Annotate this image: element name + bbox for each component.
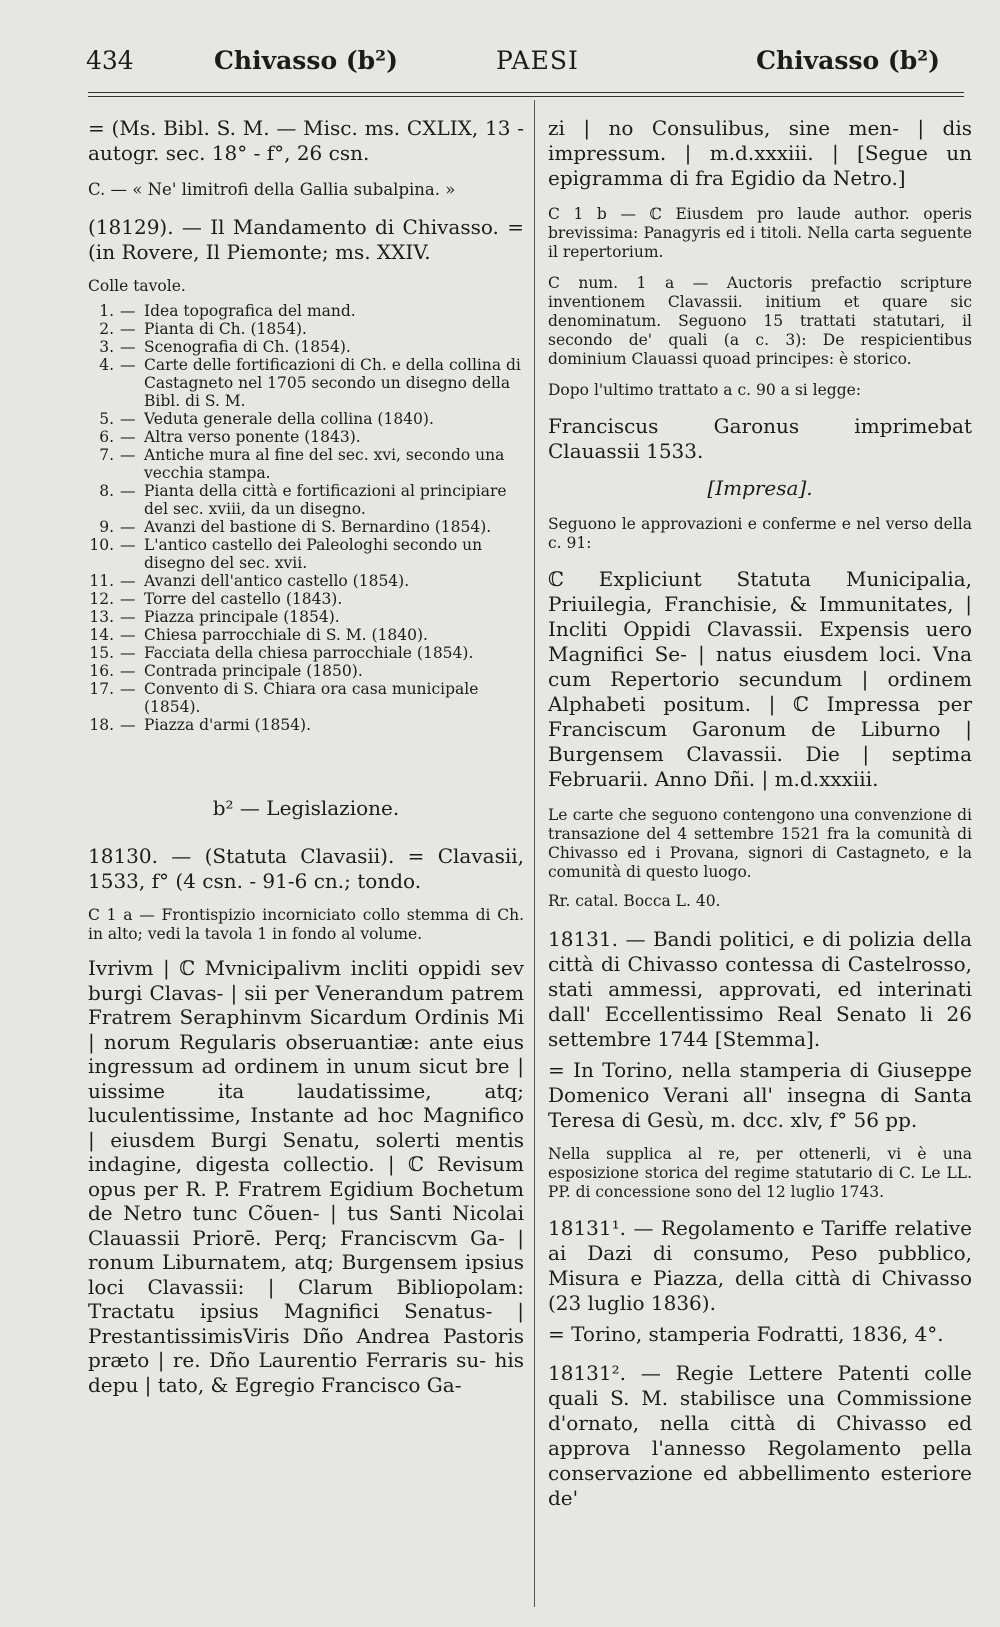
list-item: 1. — Idea topografica del mand. — [99, 302, 356, 320]
left-column — [88, 100, 524, 1397]
entry-top: = (Ms. Bibl. S. M. — Misc. ms. CXLIX, 13 - autogr. sec. 18° - f°, 26 csn. — [88, 116, 524, 165]
list-item: 9. — Avanzi del bastione di S. Bernardino (1854). — [99, 518, 492, 536]
list-item: 16. — Contrada principale (1850). — [89, 662, 363, 680]
running-title-left: Chivasso (b²) — [214, 46, 398, 75]
list-item: 17. — Convento di S. Chiara ora casa municipale (1854). — [89, 680, 479, 716]
list-item: 2. — Pianta di Ch. (1854). — [99, 320, 307, 338]
header-rule-double — [88, 96, 964, 97]
note-cnum: C num. 1 a — Auctoris prefactio scripture inventionem Clavassii. initium et quare sic denominatum. Seguono 15 trattati statutari, il secondo de' quali (a c. 3): De respicientibus dominium Clauassi quoad principes: è storico. — [548, 274, 972, 368]
note-carte: Le carte che seguono contengono una convenzione di transazione del 4 settembre 1521 fra la comunità di Chivasso ed i Provana, signori di Castagneto, e la comunità di questo luogo. — [548, 806, 972, 881]
list-item: 12. — Torre del castello (1843). — [89, 590, 343, 608]
list-item: 18. — Piazza d'armi (1854). — [89, 716, 312, 734]
list-item: 5. — Veduta generale della collina (1840). — [99, 410, 434, 428]
entry-18130: 18130. — (Statuta Clavasii). = Clavasii, 1533, f° (4 csn. - 91-6 cn.; tondo. — [88, 844, 524, 893]
list-item: 3. — Scenografia di Ch. (1854). — [99, 338, 351, 356]
expliciunt: ℂ Expliciunt Statuta Municipalia, Priuilegia, Franchisie, & Immunitates, | Incliti Oppidi Clavassii. Expensis uero Magnifici Se- | natus eiusdem loci. Vna cum Repertorio secundum | ordinem Alphabeti positum. | ℂ Impressa per Franciscum Garonum de Liburno | Burgensem Clavassii. Die | septima Februarii. Anno Dñi. | m.d.xxxiii. — [548, 567, 972, 791]
impresa: [Impresa]. — [707, 476, 813, 500]
latin-cont: zi | no Consulibus, sine men- | dis impressum. | m.d.xxxiii. | [Segue un epigramma di fra Egidio da Netro.] — [548, 116, 972, 190]
entry-18131-2: 18131². — Regie Lettere Patenti colle quali S. M. stabilisce una Commissione d'ornato, nella città di Chivasso ed approva l'annesso Regolamento pella conservazione ed abbellimento esteriore de' — [548, 1361, 972, 1510]
plates-list — [88, 302, 524, 734]
list-item: 7. — Antiche mura al fine del sec. xvi, secondo una vecchia stampa. — [99, 446, 505, 482]
entry-18131: 18131. — Bandi politici, e di polizia della città di Chivasso contessa di Castelrosso, stati ammessi, approvati, ed interinati dall' Eccellentissimo Real Senato li 26 settembre 1744 [Stemma]. — [548, 927, 972, 1051]
page-header — [86, 46, 940, 86]
entry-18131-1: 18131¹. — Regolamento e Tariffe relative ai Dazi di consumo, Peso pubblico, Misura e Piazza, della città di Chivasso (23 luglio 1836). — [548, 1216, 972, 1315]
list-item: 10. — L'antico castello dei Paleologhi secondo un disegno del sec. xvii. — [89, 536, 483, 572]
list-item: 13. — Piazza principale (1854). — [89, 608, 340, 626]
right-column — [548, 100, 972, 1511]
entry-18129: (18129). — Il Mandamento di Chivasso. = (in Rovere, Il Piemonte; ms. XXIV. — [88, 215, 524, 264]
note-18130: C 1 a — Frontispizio incorniciato collo stemma di Ch. in alto; vedi la tavola 1 in fondo al volume. — [88, 906, 524, 943]
entry-18131-pub: = In Torino, nella stamperia di Giuseppe Domenico Verani all' insegna di Santa Teresa di Gesù, m. dcc. xlv, f° 56 pp. — [548, 1058, 972, 1132]
colle-tavole: Colle tavole. — [88, 277, 186, 295]
running-title-right: Chivasso (b²) — [756, 46, 940, 75]
note-dopo: Dopo l'ultimo trattato a c. 90 a si legge: — [548, 381, 862, 399]
section-title: b² — Legislazione. — [212, 796, 400, 820]
list-item: 4. — Carte delle fortificazioni di Ch. e della collina di Castagneto nel 1705 secondo un disegno della Bibl. di S. M. — [99, 356, 521, 410]
note-c1b: C 1 b — ℂ Eiusdem pro laude author. operis brevissima: Panagyris ed i titoli. Nella carta seguente il repertorium. — [548, 205, 972, 261]
list-item: 15. — Facciata della chiesa parrocchiale (1854). — [89, 644, 474, 662]
list-item: 6. — Altra verso ponente (1843). — [99, 428, 361, 446]
page-number: 434 — [86, 46, 134, 75]
note-18131: Nella supplica al re, per ottenerli, vi è una esposizione storica del regime statutario di C. Le LL. PP. di concessione sono del 12 luglio 1743. — [548, 1145, 972, 1201]
latin-text: Ivrivm | ℂ Mvnicipalivm incliti oppidi sev burgi Clavas- | sii per Venerandum patrem Fratrem Seraphinvm Sicardum Ordinis Mi | norum Regularis obseruantiæ: ante eius ingressum ad ordinem in unum sicut bre | uissime ita laudatissime, atq; luculentissime, Instante ad hoc Magnifico | eiusdem Burgi Senatu, solerti mentis indagine, digesta collectio. | ℂ Revisum opus per R. P. Fratrem Egidium Bochetum de Netro tunc Cõuen- | tus Santi Nicolai Clauassii Priorē. Perq; Franciscvm Ga- | ronum Liburnatem, atq; Burgensem ipsius loci Clavassii: | Clarum Bibliopolam: Tractatu ipsius Magnifici Senatus- | PrestantissimisViris Dño Andrea Pastoris præto | re. Dño Laurentio Ferraris su- his depu | tato, & Egregio Francisco Ga- — [88, 956, 524, 1397]
list-item: 11. — Avanzi dell'antico castello (1854). — [89, 572, 410, 590]
entry-18131-1-pub: = Torino, stamperia Fodratti, 1836, 4°. — [548, 1322, 944, 1346]
rr-catal: Rr. catal. Bocca L. 40. — [548, 892, 721, 910]
column-divider — [534, 100, 535, 1607]
franciscus: Franciscus Garonus imprimebat Clauassii 1533. — [548, 414, 972, 463]
seguono: Seguono le approvazioni e conferme e nel verso della c. 91: — [548, 515, 972, 552]
header-rule — [88, 92, 964, 93]
running-title-center: PAESI — [496, 46, 579, 75]
list-item: 14. — Chiesa parrocchiale di S. M. (1840). — [89, 626, 428, 644]
list-item: 8. — Pianta della città e fortificazioni al principiare del sec. xviii, da un disegno. — [99, 482, 507, 518]
entry-c: C. — « Ne' limitrofi della Gallia subalpina. » — [88, 180, 456, 199]
